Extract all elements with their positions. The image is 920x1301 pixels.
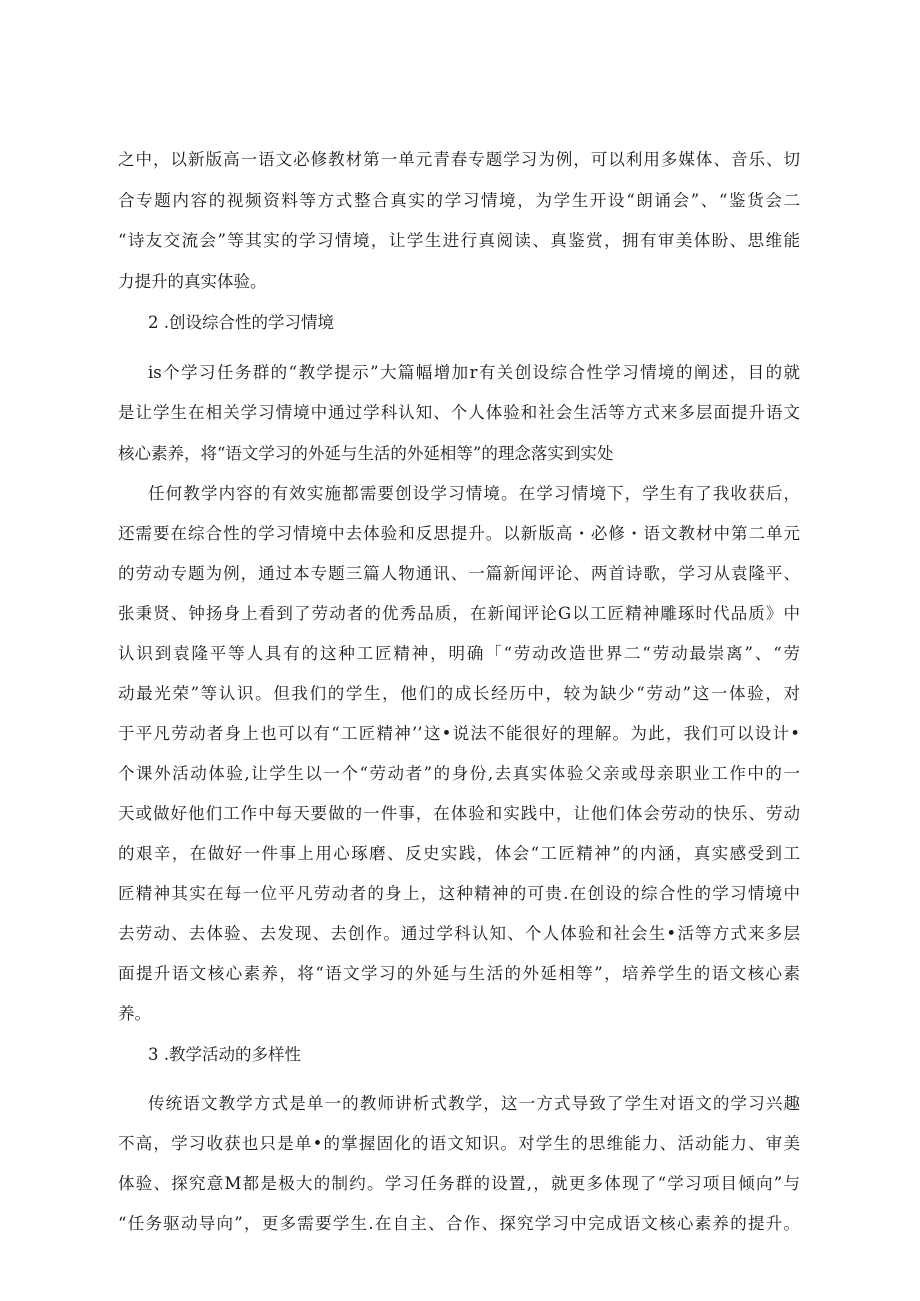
body-text-line: 认识到袁隆平等人具有的这种工匠精神，明确「“劳动改造世界二“劳动最崇离”、“劳 <box>118 644 800 663</box>
body-text-line: 合专题内容的视频资料等方式整合真实的学习情境，为学生开设“朗诵会”、“鉴货会二 <box>118 191 800 210</box>
body-text-line: 还需要在综合性的学习情境中去体验和反思提升。以新版高・必修・语文教材中第二单元 <box>118 524 800 543</box>
body-text-line: 张秉贤、钟扬身上看到了劳动者的优秀品质，在新闻评论G以工匠精神雕琢时代品质》中 <box>118 604 800 623</box>
body-text-line: 之中，以新版高一语文必修教材第一单元青春专题学习为例，可以利用多媒体、音乐、切 <box>118 150 800 169</box>
body-text-line: 去劳动、去体验、去发现、去创作。通过学科认知、个人体验和社会生•活等方式来多层 <box>118 924 800 943</box>
body-text-line: 核心素养，将“语文学习的外延与生活的外延相等”的理念落实到实处 <box>118 444 614 463</box>
body-text-line: 个课外活动体验,让学生以一个“劳动者”的身份,去真实体验父亲或母亲职业工作中的一 <box>118 764 800 783</box>
section-heading: 2 .创设综合性的学习情境 <box>148 313 334 332</box>
body-text-line: 体验、探究意M都是极大的制约。学习任务群的设置,，就更多体现了“学习项目倾向”与 <box>118 1174 800 1193</box>
body-text-line: 的艰辛，在做好一件事上用心琢磨、反史实践，体会“工匠精神”的内涵，真实感受到工 <box>118 844 800 863</box>
body-text-line: 匠精神其实在每一位平凡劳动者的身上，这种精神的可贵.在创设的综合性的学习情境中 <box>118 884 800 903</box>
body-text-line: 传统语文教学方式是单一的教师讲析式教学，这一方式导致了学生对语文的学习兴趣 <box>148 1094 800 1113</box>
section-heading: 3 .教学活动的多样性 <box>148 1045 301 1064</box>
body-text-line: “诗友交流会”等其实的学习情境，让学生进行真阅读、真鉴赏，拥有审美体盼、思维能 <box>118 231 800 250</box>
body-text-line: 是让学生在相关学习情境中通过学科认知、个人体验和社会生活等方式来多层面提升语文 <box>118 403 800 422</box>
body-text-line: “任务驱动导向”，更多需要学生.在自主、合作、探究学习中完成语文核心素养的提升。 <box>118 1214 800 1233</box>
body-text-line: is个学习任务群的“教学提示”大篇幅增加r有关创设综合性学习情境的阐述，目的就 <box>148 363 800 382</box>
body-text-line: 不高，学习收获也只是单•的掌握固化的语文知识。对学生的思维能力、活动能力、审美 <box>118 1134 800 1153</box>
body-text-line: 力提升的真实体验。 <box>118 272 267 291</box>
body-text-line: 动最光荣”等认识。但我们的学生，他们的成长经历中，较为缺少“劳动”这一体验，对 <box>118 684 800 703</box>
body-text-line: 面提升语文核心素养，将“语文学习的外延与生活的外延相等”，培养学生的语文核心素 <box>118 964 800 983</box>
body-text-line: 养。 <box>118 1004 151 1023</box>
body-text-line: 任何教学内容的有效实施都需要创设学习情境。在学习情境下，学生有了我收获后， <box>148 484 800 503</box>
body-text-line: 天或做好他们工作中每天要做的一件事，在体验和实践中，让他们体会劳动的快乐、劳动 <box>118 804 800 823</box>
body-text-line: 的劳动专题为例，通过本专题三篇人物通讯、一篇新闻评论、两首诗歌，学习从袁隆平、 <box>118 564 800 583</box>
body-text-line: 于平凡劳动者身上也可以有“工匠精神’’这•说法不能很好的理解。为此，我们可以设计• <box>118 724 800 743</box>
